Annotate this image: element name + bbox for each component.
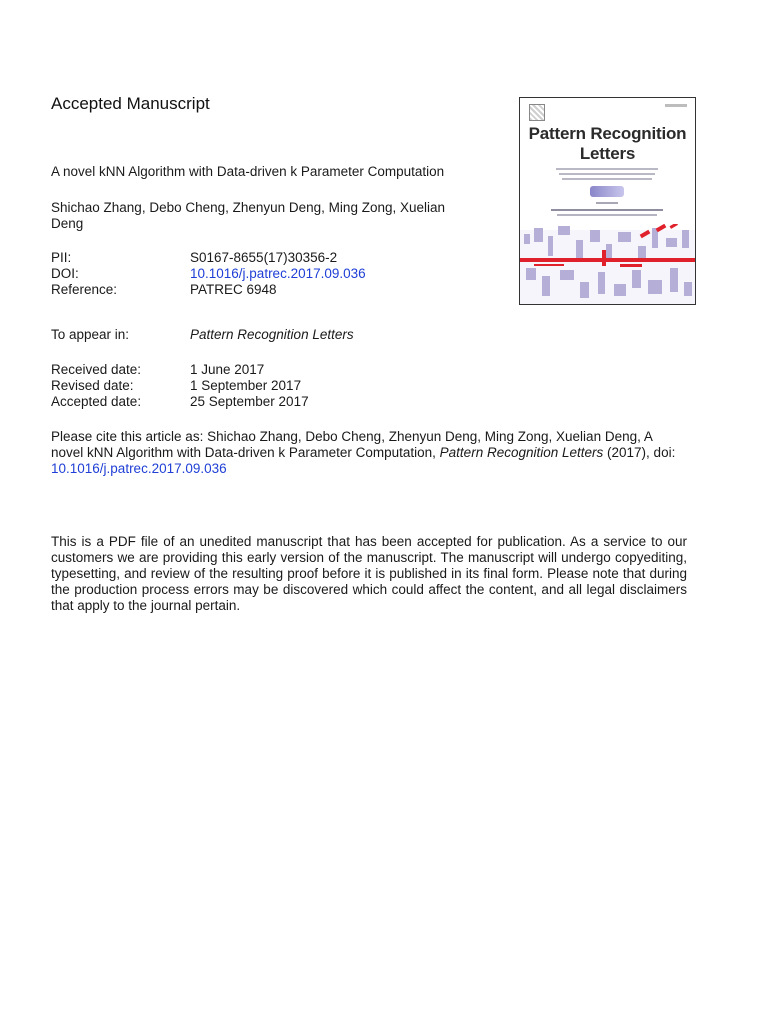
page-heading: Accepted Manuscript — [51, 94, 210, 113]
citation-journal: Pattern Recognition Letters — [439, 445, 604, 460]
citation-doi-link[interactable]: 10.1016/j.patrec.2017.09.036 — [51, 461, 227, 476]
received-label: Received date: — [51, 362, 142, 377]
reference-label: Reference: — [51, 282, 118, 297]
citation-year: (2017), doi: — [603, 445, 676, 460]
revised-value: 1 September 2017 — [190, 378, 302, 393]
pii-label: PII: — [51, 250, 72, 265]
cover-fine-print-line — [557, 214, 657, 216]
revised-label: Revised date: — [51, 378, 134, 393]
citation-block — [51, 429, 687, 477]
cover-fine-print-line — [559, 173, 655, 175]
appear-label: To appear in: — [51, 327, 130, 342]
citation-prefix: Please cite this article as: Shichao Zhang, Debo Cheng, Zhenyun Deng, Ming Zong, Xuelian Deng, A novel kNN Algorithm with Data-driven k Parameter Computation, — [51, 429, 653, 460]
disclaimer-paragraph: This is a PDF file of an unedited manuscript that has been accepted for publication. As a service to our customers we are providing this early version of the manuscript. The manuscript will undergo copyediting, typesetting, and review of the resulting proof before it is published in its final form. Please note that during the production process errors may be discovered which could affect the content, and all legal disclaimers that apply to the journal pertain. — [51, 534, 687, 613]
journal-cover — [519, 97, 696, 305]
cover-society-badge-icon — [590, 186, 624, 197]
cover-fine-print-line — [562, 178, 652, 180]
elsevier-logo-icon — [529, 104, 545, 121]
cover-corner-tag — [665, 104, 687, 107]
article-title: A novel kNN Algorithm with Data-driven k Parameter Computation — [51, 164, 445, 179]
author-list: Shichao Zhang, Debo Cheng, Zhenyun Deng, Ming Zong, Xuelian Deng — [51, 200, 446, 231]
appear-value: Pattern Recognition Letters — [190, 327, 354, 342]
doi-link[interactable]: 10.1016/j.patrec.2017.09.036 — [190, 266, 366, 281]
doi-label: DOI: — [51, 266, 79, 281]
pii-value: S0167-8655(17)30356-2 — [190, 250, 338, 265]
accepted-value: 25 September 2017 — [190, 394, 309, 409]
cover-fine-print-line — [556, 168, 658, 170]
cover-fine-print-line — [596, 202, 618, 204]
received-value: 1 June 2017 — [190, 362, 265, 377]
cover-journal-title: Pattern Recognition Letters — [528, 124, 687, 163]
reference-value: PATREC 6948 — [190, 282, 277, 297]
cover-artwork-icon — [520, 224, 695, 304]
accepted-label: Accepted date: — [51, 394, 142, 409]
cover-fine-print-line — [551, 209, 663, 211]
